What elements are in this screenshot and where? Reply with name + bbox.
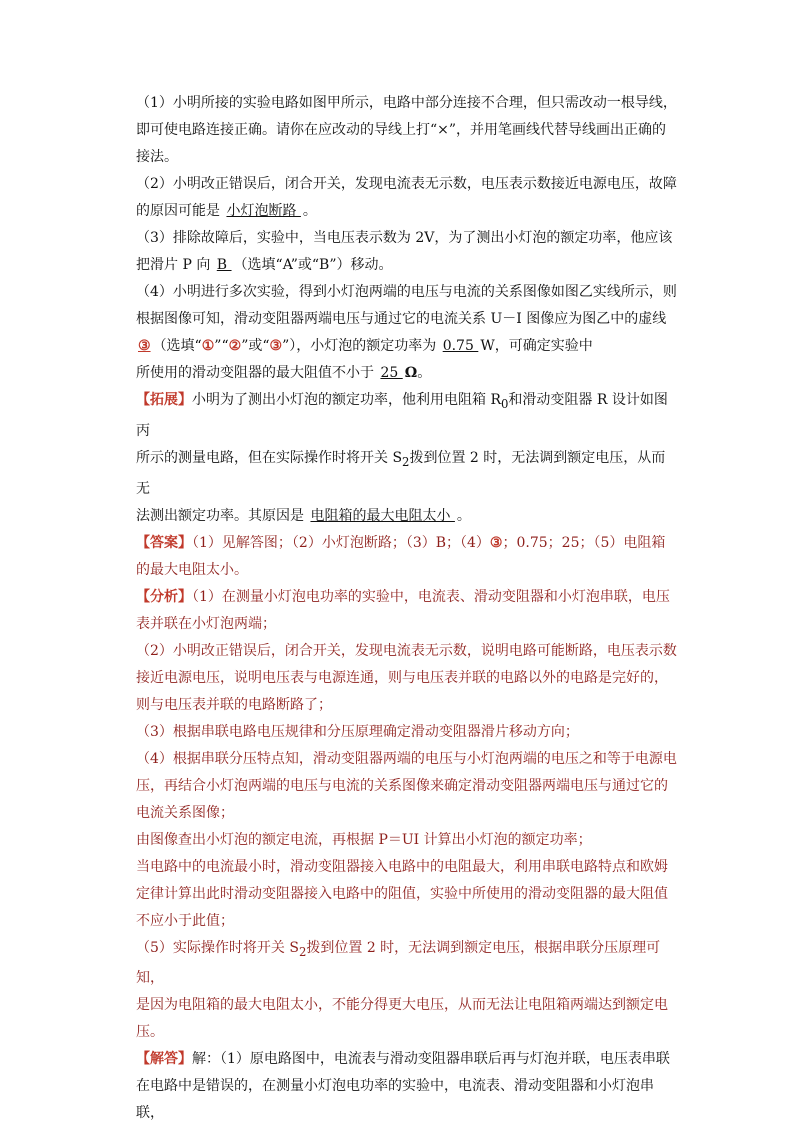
q3-line-2 <box>136 252 678 279</box>
extension-line-3 <box>136 503 678 530</box>
q4-sep-1: ”“ <box>214 338 229 354</box>
q4-line-4-suffix: 。 <box>417 365 432 381</box>
analysis-p7-line-1-b: 拨到位置 2 时，无法调到额定电压，根据串联分压原理可知， <box>136 939 661 987</box>
extension-line-2-a: 所示的测量电路，但在实际操作时将开关 S <box>136 449 403 466</box>
analysis-p1-line-1 <box>136 584 678 611</box>
q4-power-answer-blank: 0.75 <box>442 338 479 354</box>
q1-line-2: 即可使电路连接正确。请你在应改动的导线上打“×”，并用笔画线代替导线画出正确的 <box>136 122 667 138</box>
analysis-p2-line-2: 接近电源电压，说明电压表与电源连通，则与电压表并联的电路以外的电路是完好的， <box>136 669 668 686</box>
answer-tag: 【答案】 <box>136 534 192 551</box>
analysis-p2-line-3: 则与电压表并联的电路断路了； <box>136 696 332 713</box>
q3-line-1: （3）排除故障后，实验中，当电压表示数为 2V，为了测出小灯泡的额定功率，他应该 <box>136 230 673 246</box>
q4-line-1: （4）小明进行多次实验，得到小灯泡两端的电压与电流的关系图像如图乙实线所示，则 <box>136 284 677 300</box>
analysis-s2-subscript: 2 <box>298 944 307 959</box>
q2-line-2 <box>136 198 678 225</box>
extension-line-2 <box>136 445 678 503</box>
analysis-p6-line-1: 当电路中的电流最小时，滑动变阻器接入电路中的电阻最大，利用串联电路特点和欧姆 <box>136 858 668 875</box>
r0-subscript: 0 <box>501 396 509 411</box>
extension-line-3-prefix: 法测出额定功率。其原因是 <box>136 507 309 524</box>
solution-line-1 <box>136 1046 678 1073</box>
q4-line-3-c: W，可确定实验中 <box>480 338 593 354</box>
analysis-p5: 由图像查出小灯泡的额定电流，再根据 P＝UI 计算出小灯泡的额定功率； <box>136 831 592 848</box>
q4-option-2: ② <box>228 338 242 354</box>
q4-curve-answer-blank: ③ <box>138 338 151 354</box>
q3-answer-blank: B <box>216 257 232 273</box>
extension-line-1 <box>136 387 678 445</box>
analysis-p6-line-3: 不应小于此值； <box>136 912 234 929</box>
extension-answer-blank: 电阻箱的最大电阻太小 <box>310 507 455 524</box>
extension-line-1-b: 和滑动变阻器 R 设计如图丙 <box>136 392 668 439</box>
q4-resistance-answer-blank: 25 <box>380 365 403 381</box>
q4-line-2: 根据图像可知，滑动变阻器两端电压与通过它的电流关系 U－I 图像应为图乙中的虚线 <box>136 311 667 327</box>
analysis-p1-text: （1）在测量小灯泡电功率的实验中，电流表、滑动变阻器和小灯泡串联，电压 <box>192 588 670 605</box>
q3-line-2-suffix: （选填“A”或“B”）移动。 <box>233 257 393 273</box>
q1-line-1: （1）小明所接的实验电路如图甲所示，电路中部分连接不合理，但只需改动一根导线， <box>136 95 677 111</box>
q3-line-2-prefix: 把滑片 P 向 <box>136 257 215 273</box>
answer-line-1-a: （1）见解答图；（2）小灯泡断路；（3）B；（4） <box>192 534 490 551</box>
q4-line-4-prefix: 所使用的滑动变阻器的最大阻值不小于 <box>136 365 379 381</box>
extension-line-2-b: 拨到位置 2 时，无法调到额定电压，从而无 <box>136 449 666 497</box>
analysis-tag: 【分析】 <box>136 588 192 605</box>
answer-circled-3: ③ <box>489 534 503 551</box>
analysis-p7-line-1 <box>136 935 678 993</box>
extension-line-1-a: 小明为了测出小灯泡的额定功率，他利用电阻箱 R <box>192 392 501 408</box>
extension-tag: 【拓展】 <box>136 392 192 408</box>
solution-line-2: 在电路中是错误的，在测量小灯泡电功率的实验中，电流表、滑动变阻器和小灯泡串联， <box>136 1078 654 1122</box>
q4-line-3-b: ”），小灯泡的额定功率为 <box>282 338 441 354</box>
analysis-p6-line-2: 定律计算出此时滑动变阻器接入电路中的阻值，实验中所使用的滑动变阻器的最大阻值 <box>136 885 668 902</box>
analysis-p7-line-2: 是因为电阻箱的最大电阻太小，不能分得更大电压，从而无法让电阻箱两端达到额定电 <box>136 997 668 1014</box>
q4-line-3 <box>136 333 678 360</box>
answer-line-1-b: ；0.75；25；（5）电阻箱 <box>502 534 666 551</box>
q4-line-4 <box>136 360 678 387</box>
answer-line-2: 的最大电阻太小。 <box>136 561 248 578</box>
q2-line-1: （2）小明改正错误后，闭合开关，发现电流表无示数，电压表示数接近电源电压，故障 <box>136 176 677 192</box>
analysis-p3: （3）根据串联电路电压规律和分压原理确定滑动变阻器滑片移动方向； <box>136 723 579 740</box>
solution-line-1-text: 解：（1）原电路图中，电流表与滑动变阻器串联后再与灯泡并联，电压表串联 <box>192 1051 670 1068</box>
q2-answer-blank: 小灯泡断路 <box>226 203 301 219</box>
document-body <box>136 90 678 1127</box>
analysis-p4-line-1: （4）根据串联分压特点知，滑动变阻器两端的电压与小灯泡两端的电压之和等于电源电 <box>136 750 677 767</box>
q4-line-3-a: （选填“ <box>152 338 202 354</box>
analysis-p2-line-1: （2）小明改正错误后，闭合开关，发现电流表无示数，说明电路可能断路，电压表示数 <box>136 642 677 659</box>
analysis-p4-line-2: 压，再结合小灯泡两端的电压与电流的关系图像来确定滑动变阻器两端电压与通过它的 <box>136 777 668 794</box>
q4-sep-2: ”或“ <box>241 338 270 354</box>
answer-line-1 <box>136 530 678 557</box>
analysis-p7-line-1-a: （5）实际操作时将开关 S <box>136 939 299 956</box>
s2-subscript: 2 <box>402 454 410 469</box>
analysis-p7-line-3: 压。 <box>136 1024 164 1041</box>
q4-option-3: ③ <box>269 338 283 354</box>
q1-line-3: 接法。 <box>136 149 178 165</box>
analysis-p1-line-2: 表并联在小灯泡两端； <box>136 615 276 632</box>
q2-line-2-suffix: 。 <box>302 203 317 219</box>
analysis-p4-line-3: 电流关系图像； <box>136 804 234 821</box>
extension-line-3-suffix: 。 <box>456 507 471 524</box>
solution-tag: 【解答】 <box>136 1051 192 1068</box>
q4-option-1: ① <box>201 338 215 354</box>
q4-resistance-unit: Ω <box>404 365 418 381</box>
q2-line-2-prefix: 的原因可能是 <box>136 203 225 219</box>
